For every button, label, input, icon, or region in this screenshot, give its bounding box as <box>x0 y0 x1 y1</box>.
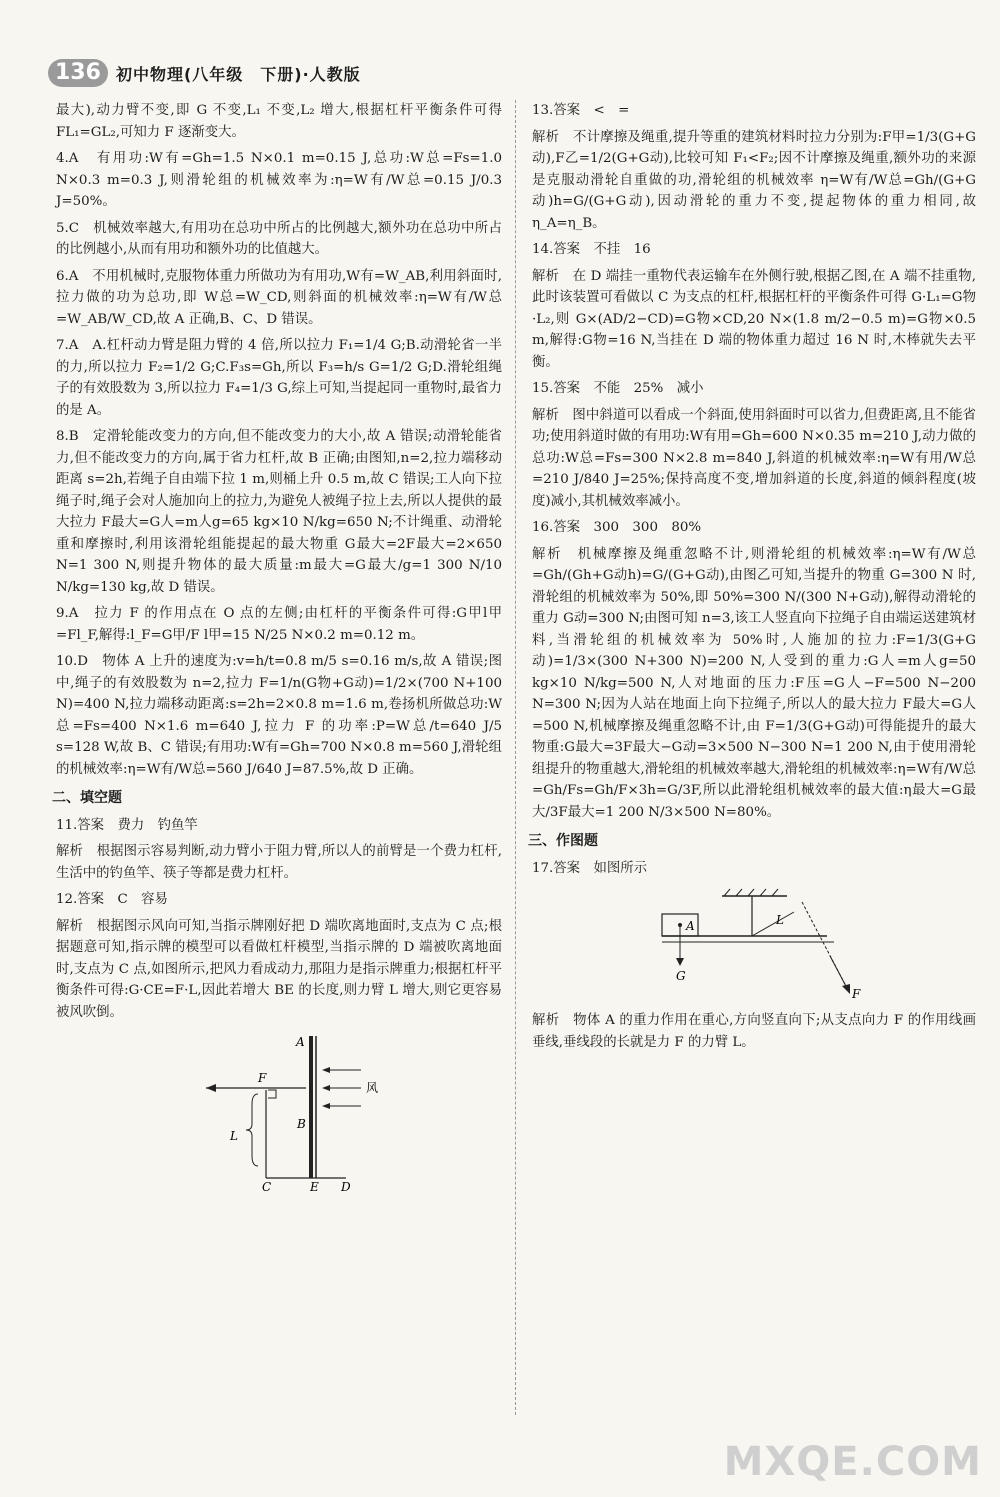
label-c: C <box>262 1180 272 1193</box>
answer-item: 13.答案 < = <box>532 103 630 118</box>
book-title: 初中物理(八年级 下册)·人教版 <box>115 64 361 84</box>
label-e: E <box>310 1180 319 1193</box>
answer-item: 解析 图中斜道可以看成一个斜面,使用斜面时可以省力,但费距离,且不能省功;使用斜道时做的有用功:W有用=Gh=600 N×0.35 m=210 J,动力做的总功:W总=Fs=300 N×2.8 m=840 J,斜道的机械效率:η=W有用/W总=210 J/840 J=25%;保持高度不变,增加斜道的长度,斜道的倾斜程度(坡度)减小,其机械效率减小。 <box>532 407 976 509</box>
column-divider <box>515 100 516 1415</box>
answer-item: 解析 不计摩擦及绳重,提升等重的建筑材料时拉力分别为:F甲=1/3(G+G动),F乙=1/2(G+G动),比较可知 F₁<F₂;因不计摩擦及绳重,额外功的来源是克服动滑轮自重做的功,滑轮组的机械效率 η=W有/W总=Gh/(G+G动)h=G/(G+G动),因动滑轮的重力不变,提起物体的重力相同,故 η_A=η_B。 <box>532 129 976 231</box>
answer-item: 12.答案 C 容易 <box>56 892 168 907</box>
answer-item: 14.答案 不挂 16 <box>532 242 651 257</box>
label-b: B <box>297 1117 306 1131</box>
label-a: A <box>296 1035 305 1049</box>
answer-item: 6.A 不用机械时,克服物体重力所做功为有用功,W有=W_AB,利用斜面时,拉力做的功为总功,即 W总=W_CD,则斜面的机械效率:η=W有/W总=W_AB/W_CD,故 A 正确,B、C、D 错误。 <box>56 268 502 327</box>
lever-force-diagram <box>652 884 952 1004</box>
answer-item: 4.A 有用功:W有=Gh=1.5 N×0.1 m=0.15 J,总功:W总=Fs=1.0 N×0.3 m=0.3 J,则滑轮组的机械效率为:η=W有/W总=0.15 J/0.3 J=50%。 <box>56 151 502 209</box>
watermark: MXQE.COM <box>723 1439 982 1485</box>
label-l: L <box>776 913 784 927</box>
page-number: 136 <box>48 59 108 87</box>
answer-item: 16.答案 300 300 80% <box>532 520 702 535</box>
answer-item: 5.C 机械效率越大,有用功在总功中所占的比例越大,额外功在总功中所占的比例越小,从而有用功和额外功的比值越大。 <box>56 220 502 257</box>
label-l: L <box>230 1129 238 1143</box>
answer-item: 解析 物体 A 的重力作用在重心,方向竖直向下;从支点向力 F 的作用线画垂线,垂线段的长就是力 F 的力臂 L。 <box>532 1013 976 1050</box>
right-column <box>528 100 976 1058</box>
answer-item: 解析 机械摩擦及绳重忽略不计,则滑轮组的机械效率:η=W有/W总=Gh/(Gh+G动h)=G/(G+G动),由图乙可知,当提升的物重 G=300 N 时,滑轮组的机械效率为 50%,即 50%=300 N/(300 N+G动),解得动滑轮的重力 G动=300 N;由图可知 n=3,该工人竖直向下拉绳子自由端运送建筑材料,当滑轮组的机械效率为 50%时,人施加的拉力:F=1/3(G+G动)=1/3×(300 N+300 N)=200 N,人受到的重力:G人=m人g=50 kg×10 N/kg=500 N,人对地面的压力:F压=G人−F=500 N−200 N=300 N;因为人站在地面上向下拉绳子,所以人的最大拉力 F最大=G人=500 N,机械摩擦及绳重忽略不计,由 F=1/3(G+G动)可得能提升的最大物重:G最大=3F最大−G动=3×500 N−300 N=1 200 N,由于使用滑轮组提升的物重越大,滑轮组的机械效率越大,滑轮组的机械效率:η=W有/W总=Gh/Fs=Gh/F×3h=G/3F,所以此滑轮组机械效率的最大值:η最大=G最大/3F最大=1 200 N/3×500 N=80%。 <box>532 546 976 820</box>
sign-lever-diagram <box>166 1028 466 1193</box>
label-d: D <box>341 1180 351 1193</box>
left-column <box>52 100 502 1193</box>
label-f: F <box>852 987 861 1001</box>
label-wind: 风 <box>366 1081 379 1095</box>
answer-item: 最大),动力臂不变,即 G 不变,L₁ 不变,L₂ 增大,根据杠杆平衡条件可得 FL₁=GL₂,可知力 F 逐渐变大。 <box>56 103 502 140</box>
answer-item: 11.答案 费力 钓鱼竿 <box>56 817 198 833</box>
answer-item: 解析 根据图示容易判断,动力臂小于阻力臂,所以人的前臂是一个费力杠杆,生活中的钓鱼竿、筷子等都是费力杠杆。 <box>56 844 502 881</box>
label-a: A <box>686 919 695 933</box>
section-title: 三、作图题 <box>528 833 598 849</box>
answer-item: 7.A A.杠杆动力臂是阻力臂的 4 倍,所以拉力 F₁=1/4 G;B.动滑轮省一半的力,所以拉力 F₂=1/2 G;C.F₃s=Gh,所以 F₃=h/s G=1/2 G;D.滑轮组绳子的有效股数为 3,所以拉力 F₄=1/3 G,综上可知,当提起同一重物时,最省力的是 A。 <box>56 338 502 418</box>
answer-item: 15.答案 不能 25% 减小 <box>532 381 704 396</box>
answer-item: 17.答案 如图所示 <box>532 860 648 876</box>
answer-item: 9.A 拉力 F 的作用点在 O 点的左侧;由杠杆的平衡条件可得:G甲l甲=Fl_F,解得:l_F=G甲/F l甲=15 N/25 N×0.2 m=0.12 m。 <box>56 606 502 643</box>
section-title: 二、填空题 <box>52 790 122 806</box>
label-f: F <box>258 1071 267 1085</box>
answer-item: 解析 在 D 端挂一重物代表运输车在外侧行驶,根据乙图,在 A 端不挂重物,此时该装置可看做以 C 为支点的杠杆,根据杠杆的平衡条件可得 G·L₁=G物·L₂,则 G×(AD/2−CD)=G物×CD,20 N×(1.8 m/2−0.5 m)=G物×0.5 m,解得:G物=16 N,当挂在 D 端的物体重力超过 16 N 时,木棒就失去平衡。 <box>532 268 976 370</box>
label-g: G <box>676 969 686 983</box>
answer-item: 10.D 物体 A 上升的速度为:v=h/t=0.8 m/5 s=0.16 m/s,故 A 错误;图中,绳子的有效股数为 n=2,拉力 F=1/n(G物+G动)=1/2×(700 N+100 N)=400 N,拉力端移动距离:s=2h=2×0.8 m=1.6 m,卷扬机所做总功:W总=Fs=400 N×1.6 m=640 J,拉力 F 的功率:P=W总/t=640 J/5 s=128 W,故 B、C 错误;有用功:W有=Gh=700 N×0.8 m=560 J,滑轮组的机械效率:η=W有/W总=560 J/640 J=87.5%,故 D 正确。 <box>56 654 502 777</box>
answer-item: 8.B 定滑轮能改变力的方向,但不能改变力的大小,故 A 错误;动滑轮能省力,但不能改变力的方向,属于省力杠杆,故 B 正确;由图知,n=2,拉力端移动距离 s=2h,若绳子自由端下拉 1 m,则桶上升 0.5 m,故 C 错误;工人向下拉绳子时,绳子会对人施加向上的拉力,为避免人被绳子拉上去,所以人提供的最大拉力 F最大=G人=m人g=65 kg×10 N/kg=650 N;不计绳重、动滑轮重和摩擦时,利用该滑轮组能提起的最大物重 G最大=2F最大=2×650 N=1 300 N,则提升物体的最大质量:m最大=G最大/g=1 300 N/10 N/kg=130 kg,故 D 错误。 <box>56 429 502 595</box>
answer-item: 解析 根据图示风向可知,当指示牌刚好把 D 端吹离地面时,支点为 C 点;根据题意可知,指示牌的模型可以看做杠杆模型,当指示牌的 D 端被吹离地面时,支点为 C 点,如图所示,把风力看成动力,那阻力是指示牌重力;根据杠杆平衡条件可得:G·CE=F·L,因此若增大 BE 的长度,则力臂 L 增大,则它更容易被风吹倒。 <box>56 918 502 1020</box>
page-header <box>48 56 361 90</box>
